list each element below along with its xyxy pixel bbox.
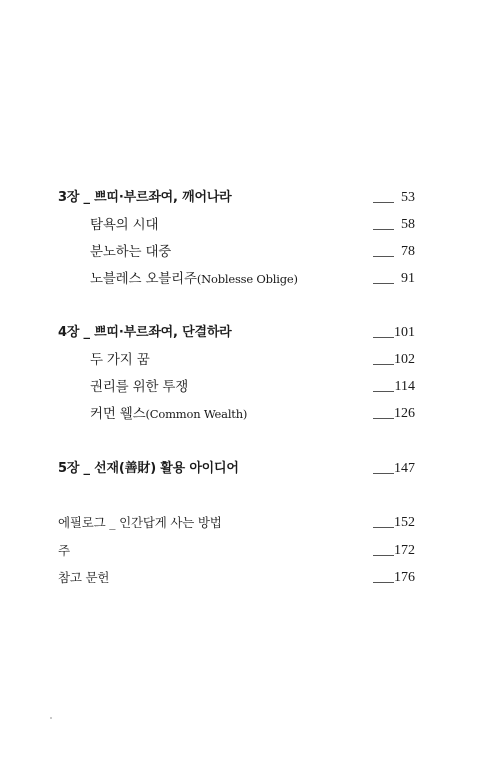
leader-line (373, 229, 394, 230)
section-title: 권리를 위한 투쟁 (90, 379, 189, 395)
leader-line (373, 555, 394, 556)
toc-section[interactable] (0, 267, 500, 291)
page-number: 101 (394, 325, 415, 340)
leader-line (373, 391, 394, 392)
toc-section[interactable] (0, 240, 500, 264)
leader-line (373, 202, 394, 203)
leader-line (373, 364, 394, 365)
chapter-title: 3장 _ 쁘띠·부르좌여, 깨어나라 (58, 190, 232, 205)
leader-line (373, 337, 394, 338)
toc-references[interactable] (0, 566, 500, 590)
page-number: 58 (401, 217, 415, 232)
toc-section[interactable] (0, 348, 500, 372)
page-number: 152 (394, 515, 415, 530)
page-number: 126 (394, 406, 415, 421)
toc-epilogue[interactable] (0, 511, 500, 535)
leader-line (373, 418, 394, 419)
section-title: 분노하는 대중 (90, 244, 172, 260)
page-number: 147 (394, 461, 415, 476)
section-title: 두 가지 꿈 (90, 352, 150, 368)
leader-line (373, 582, 394, 583)
leader-line (373, 527, 394, 528)
page-number: 172 (394, 543, 415, 558)
page-number: 78 (401, 244, 415, 259)
leader-line (373, 256, 394, 257)
back-matter-title: 주 (58, 543, 70, 558)
section-title: 노블레스 오블리주(Noblesse Oblige) (90, 271, 298, 287)
back-matter-title: 에필로그 _ 인간답게 사는 방법 (58, 515, 222, 530)
toc-chapter-4[interactable] (0, 321, 500, 345)
back-matter-title: 참고 문헌 (58, 570, 110, 585)
leader-line (373, 473, 394, 474)
page-number: 114 (394, 379, 415, 394)
page-number: 91 (401, 271, 415, 286)
section-title: 탐욕의 시대 (90, 217, 159, 233)
section-title: 커먼 웰스(Common Wealth) (90, 406, 248, 422)
chapter-title: 4장 _ 쁘띠·부르좌여, 단결하라 (58, 325, 232, 340)
toc-chapter-3[interactable] (0, 186, 500, 210)
toc-chapter-5[interactable] (0, 457, 500, 481)
page-number: 176 (394, 570, 415, 585)
page-number: 53 (401, 190, 415, 205)
toc-notes[interactable] (0, 539, 500, 563)
print-speck (50, 717, 52, 719)
page-number: 102 (394, 352, 415, 367)
toc-section[interactable] (0, 375, 500, 399)
toc-section[interactable] (0, 213, 500, 237)
chapter-title: 5장 _ 선재(善財) 활용 아이디어 (58, 461, 239, 476)
leader-line (373, 283, 394, 284)
toc-section[interactable] (0, 402, 500, 426)
